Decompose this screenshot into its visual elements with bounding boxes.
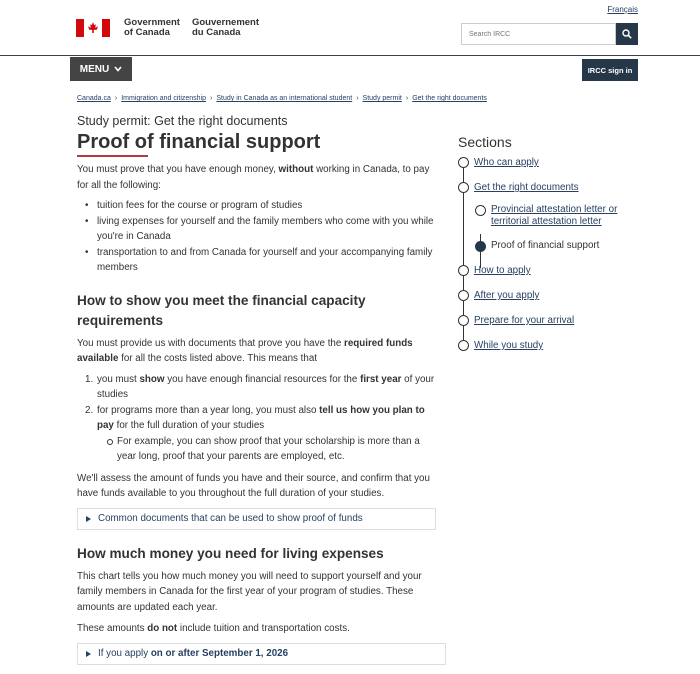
- apply-date-expander[interactable]: [77, 643, 446, 665]
- section-current-label: Proof of financial support: [491, 240, 600, 251]
- menu-label: MENU: [79, 63, 110, 75]
- language-toggle-link[interactable]: Français: [607, 5, 638, 14]
- canada-flag-icon: [76, 19, 110, 37]
- step-circle-icon: [458, 290, 469, 301]
- list-item: • transportation to and from Canada for yourself and your accompanying family members: [85, 245, 441, 276]
- heading-financial-capacity: How to show you meet the financial capacity requirements: [77, 292, 366, 328]
- section-link[interactable]: Provincial attestation letter or territorial attestation letter: [491, 204, 618, 227]
- step-circle-icon: [458, 157, 469, 168]
- section-link[interactable]: While you study: [474, 340, 544, 351]
- section-item-attestation-letter: [458, 204, 648, 228]
- chevron-right-icon: ›: [405, 95, 409, 102]
- title-underline: [77, 155, 148, 157]
- sidebar-title: Sections: [458, 134, 512, 150]
- wordmark-fr-line1: Gouvernement: [191, 17, 260, 28]
- step-circle-icon: [458, 182, 469, 193]
- chevron-right-icon: ›: [210, 95, 213, 102]
- breadcrumb-study-in-canada[interactable]: Study in Canada as an international student: [216, 95, 353, 102]
- search-button[interactable]: [616, 23, 638, 45]
- caret-right-icon: [86, 516, 91, 522]
- breadcrumb-get-documents[interactable]: Get the right documents: [412, 95, 487, 102]
- current-step-icon: [475, 241, 486, 252]
- search-form: [461, 23, 638, 45]
- exclusion-paragraph: These amounts do not include tuition and transportation costs.: [77, 623, 350, 634]
- sections-sidebar: [458, 133, 648, 352]
- section-item-proof-financial-support: [458, 240, 648, 252]
- section-item-get-documents: [458, 181, 648, 194]
- search-input[interactable]: [461, 23, 616, 45]
- step-circle-icon: [458, 315, 469, 326]
- requirements-list: [85, 372, 441, 465]
- government-of-canada-logo[interactable]: [76, 18, 259, 38]
- list-item: 2. for programs more than a year long, you must also tell us how you plan to pay for the full duration of your studies For example, you can show proof that your scholarship is more than a year long, proof that your parents are employed, etc.: [85, 403, 441, 465]
- section-link[interactable]: Who can apply: [474, 157, 539, 168]
- wordmark-en-line2: of Canada: [124, 27, 170, 38]
- section-item-after-you-apply: [458, 289, 648, 302]
- common-documents-expander[interactable]: [77, 508, 436, 530]
- heading-living-expenses: How much money you need for living expenses: [77, 545, 384, 561]
- chevron-right-icon: ›: [356, 95, 359, 102]
- expander-label: Common documents that can be used to show proof of funds: [98, 513, 363, 524]
- intro-paragraph: You must prove that you have enough money, without working in Canada, to pay for all the following:: [77, 164, 430, 191]
- assessment-paragraph: We'll assess the amount of funds you have and their source, and confirm that you have funds available to you throughout the full duration of your studies.: [77, 472, 430, 499]
- ircc-sign-in-button[interactable]: IRCC sign in: [582, 59, 638, 81]
- section-link[interactable]: Prepare for your arrival: [474, 315, 575, 326]
- breadcrumb-canada[interactable]: Canada.ca: [77, 95, 111, 102]
- list-item: 1. you must show you have enough financial resources for the first year of your studies: [85, 373, 435, 400]
- site-header: [0, 0, 700, 56]
- breadcrumb-study-permit[interactable]: Study permit: [362, 95, 402, 102]
- list-item: For example, you can show proof that your scholarship is more than a year long, proof that your parents are employed, etc.: [107, 434, 441, 465]
- menu-button[interactable]: [70, 57, 132, 81]
- wordmark: [124, 18, 259, 38]
- step-circle-icon: [458, 265, 469, 276]
- step-circle-icon: [475, 205, 486, 216]
- chevron-right-icon: ›: [114, 95, 118, 102]
- sub-list: [107, 434, 441, 465]
- wordmark-en-line1: Government: [124, 17, 180, 28]
- section-item-how-to-apply: [458, 264, 648, 277]
- cost-list: [85, 198, 441, 276]
- section-link[interactable]: After you apply: [474, 290, 540, 301]
- section-item-who-can-apply: [458, 156, 648, 169]
- step-circle-icon: [458, 340, 469, 351]
- list-item: • tuition fees for the course or program of studies: [85, 198, 441, 214]
- wordmark-fr-line2: du Canada: [191, 27, 241, 38]
- chevron-down-icon: [114, 66, 122, 72]
- breadcrumb-immigration[interactable]: Immigration and citizenship: [121, 95, 207, 102]
- search-icon: [622, 29, 632, 39]
- breadcrumb: [77, 95, 487, 102]
- funds-paragraph: You must provide us with documents that prove you have the required funds available for all the costs listed above. This means that: [77, 337, 413, 364]
- list-item: • living expenses for yourself and the family members who come with you while you're in Canada: [85, 214, 441, 245]
- page-kicker: Study permit: Get the right documents: [77, 114, 288, 128]
- page-title: Proof of financial support: [77, 131, 321, 153]
- chart-paragraph: This chart tells you how much money you will need to support yourself and your family members in Canada for the first year of your program of studies. These amounts are updated each year.: [77, 570, 422, 613]
- section-link[interactable]: Get the right documents: [474, 182, 579, 193]
- expander-label: If you apply on or after September 1, 2026: [98, 648, 289, 659]
- sections-nav: [458, 156, 648, 352]
- section-link[interactable]: How to apply: [474, 265, 531, 276]
- caret-right-icon: [86, 651, 91, 657]
- main-content: [77, 114, 441, 665]
- section-item-prepare-arrival: [458, 314, 648, 327]
- section-item-while-you-study: [458, 339, 648, 352]
